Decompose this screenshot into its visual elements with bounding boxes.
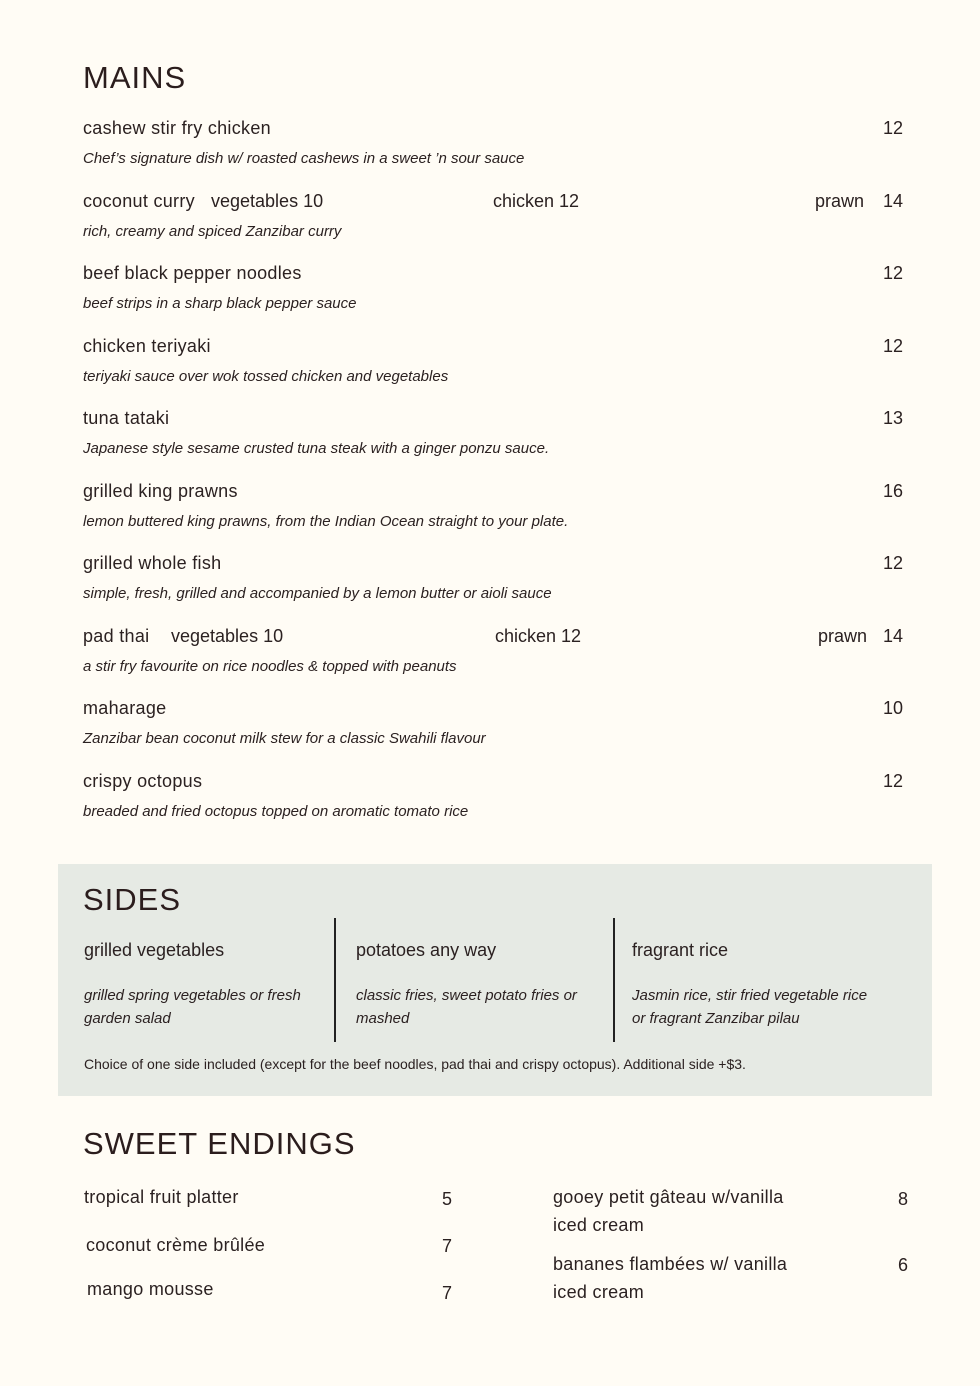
item-name: grilled whole fish	[83, 553, 222, 573]
item-option: prawn	[815, 190, 865, 211]
sweets-heading: SWEET ENDINGS	[83, 1126, 356, 1161]
menu-item	[83, 553, 905, 626]
mains-heading: MAINS	[83, 60, 187, 95]
item-price: 13	[882, 408, 903, 428]
sides-heading: SIDES	[83, 882, 182, 917]
item-price: 14	[882, 625, 903, 646]
item-name: coconut curry	[83, 190, 195, 211]
sides-note: Choice of one side included (except for the beef noodles, pad thai and crispy octopus). Additional side +$3.	[84, 1056, 746, 1072]
item-option: vegetables 10	[171, 625, 284, 646]
item-description: Chef’s signature dish w/ roasted cashews in a sweet ’n sour sauce	[83, 150, 525, 167]
menu-item	[83, 626, 905, 699]
item-name: crispy octopus	[83, 770, 203, 791]
item-price: 16	[882, 480, 903, 501]
item-description: teriyaki sauce over wok tossed chicken and vegetables	[83, 367, 449, 385]
menu-item	[83, 336, 905, 409]
sides-section	[58, 864, 932, 1096]
item-description: a stir fry favourite on rice noodles & topped with peanuts	[83, 657, 457, 675]
side-name: potatoes any way	[356, 940, 497, 960]
menu-item	[83, 408, 905, 481]
side-description: Jasmin rice, stir fried vegetable rice or fragrant Zanzibar pilau	[632, 987, 868, 1027]
item-price: 10	[882, 698, 903, 718]
side-description: grilled spring vegetables or fresh garden salad	[84, 987, 301, 1027]
dessert-price: 7	[442, 1236, 453, 1256]
item-price: 12	[882, 263, 903, 283]
item-price: 12	[882, 118, 903, 138]
column-divider	[334, 918, 336, 1042]
item-option: chicken 12	[495, 625, 582, 646]
dessert-name: gooey petit gâteau w/vanilla iced cream	[553, 1187, 784, 1235]
dessert-price: 6	[898, 1255, 909, 1275]
item-description: Japanese style sesame crusted tuna steak with a ginger ponzu sauce.	[83, 440, 550, 457]
column-divider	[613, 918, 615, 1042]
item-name: tuna tataki	[83, 408, 170, 428]
item-name: chicken teriyaki	[83, 335, 211, 356]
menu-item	[83, 481, 905, 554]
dessert-name: tropical fruit platter	[84, 1187, 239, 1207]
side-name: grilled vegetables	[84, 940, 225, 960]
item-description: breaded and fried octopus topped on aromatic tomato rice	[83, 802, 469, 820]
item-price: 12	[882, 553, 903, 573]
item-description: Zanzibar bean coconut milk stew for a classic Swahili flavour	[83, 730, 486, 747]
item-option: prawn	[818, 625, 868, 646]
item-name: maharage	[83, 698, 167, 718]
dessert-price: 7	[442, 1283, 453, 1303]
item-price: 12	[882, 335, 903, 356]
item-description: rich, creamy and spiced Zanzibar curry	[83, 222, 342, 240]
item-price: 12	[882, 770, 903, 791]
menu-item	[83, 771, 905, 844]
dessert-name: coconut crème brûlée	[86, 1235, 266, 1255]
item-option: chicken 12	[493, 190, 580, 211]
mains-list	[83, 118, 905, 843]
item-description: lemon buttered king prawns, from the Indian Ocean straight to your plate.	[83, 512, 569, 530]
menu-item	[83, 698, 905, 771]
item-name: grilled king prawns	[83, 480, 238, 501]
item-price: 14	[882, 190, 903, 211]
side-name: fragrant rice	[632, 940, 729, 960]
item-description: simple, fresh, grilled and accompanied by a lemon butter or aioli sauce	[83, 585, 552, 602]
item-name: cashew stir fry chicken	[83, 118, 271, 138]
item-name: beef black pepper noodles	[83, 263, 302, 283]
dessert-name: mango mousse	[87, 1279, 214, 1299]
item-name: pad thai	[83, 625, 150, 646]
dessert-price: 8	[898, 1189, 909, 1209]
side-description: classic fries, sweet potato fries or mashed	[356, 987, 577, 1027]
item-option: vegetables 10	[211, 190, 324, 211]
menu-item	[83, 191, 905, 264]
menu-item	[83, 263, 905, 336]
menu-item	[83, 118, 905, 191]
dessert-price: 5	[442, 1189, 453, 1209]
dessert-name: bananes flambées w/ vanilla iced cream	[553, 1254, 788, 1302]
item-description: beef strips in a sharp black pepper sauce	[83, 295, 357, 312]
